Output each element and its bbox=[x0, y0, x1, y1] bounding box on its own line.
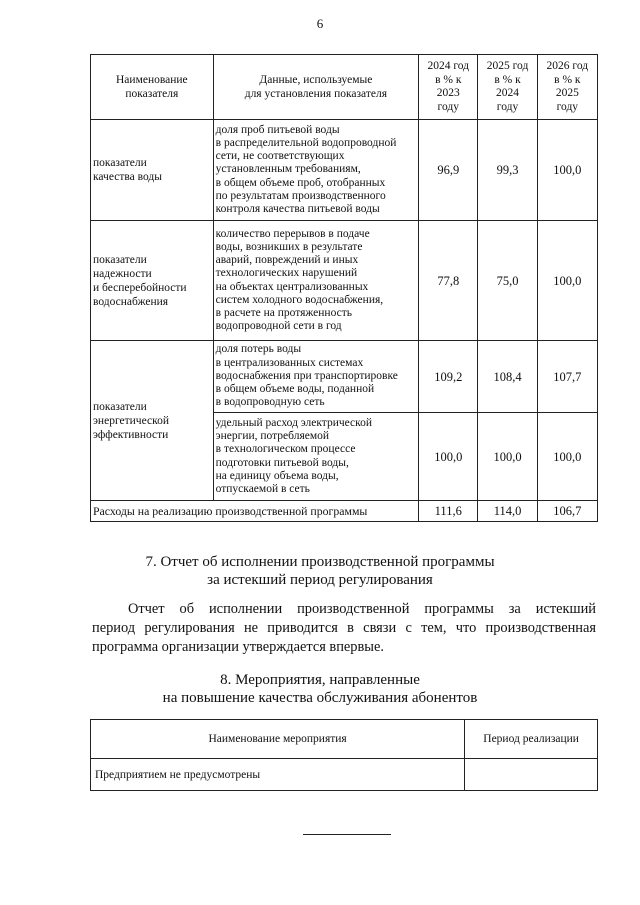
text-line: эффективности bbox=[93, 428, 169, 441]
value-2025: 99,3 bbox=[478, 120, 537, 221]
text-line: Данные, используемые bbox=[259, 74, 373, 86]
total-label: Расходы на реализацию производственной программы bbox=[91, 501, 419, 522]
text-line: в общем объеме проб, отобранных bbox=[215, 176, 386, 189]
text-line: году bbox=[496, 100, 519, 113]
text-line: показатели bbox=[93, 400, 147, 413]
table-row bbox=[91, 120, 598, 221]
paragraph-line: период регулирования не приводится в связи с тем, что производственная bbox=[92, 620, 596, 636]
indicator-description bbox=[213, 221, 418, 341]
section-8-title-line-2: на повышение качества обслуживания абонентов bbox=[162, 690, 478, 706]
event-period bbox=[465, 759, 598, 791]
section-7-paragraph bbox=[92, 600, 596, 657]
text-line: 2025 bbox=[555, 87, 579, 99]
table-header-row bbox=[91, 55, 598, 120]
value-2026: 100,0 bbox=[537, 221, 597, 341]
events-header-row bbox=[91, 720, 598, 759]
text-line: в централизованных системах bbox=[215, 356, 364, 369]
indicator-description bbox=[213, 341, 418, 413]
total-2025: 114,0 bbox=[478, 501, 537, 522]
text-line: доля проб питьевой воды bbox=[215, 123, 340, 136]
value-2024: 77,8 bbox=[419, 221, 478, 341]
indicators-table bbox=[90, 54, 598, 522]
text-line: 2023 bbox=[436, 87, 460, 99]
value-2024: 100,0 bbox=[419, 413, 478, 501]
text-line: показателя bbox=[125, 88, 179, 100]
header-2024 bbox=[419, 55, 478, 120]
value-2025: 75,0 bbox=[478, 221, 537, 341]
text-line: в водопроводную сеть bbox=[215, 396, 325, 409]
text-line: и бесперебойности bbox=[93, 281, 187, 294]
value-2024: 109,2 bbox=[419, 341, 478, 413]
indicator-group-water-quality bbox=[91, 120, 214, 221]
section-7-title bbox=[0, 553, 640, 589]
header-2025 bbox=[478, 55, 537, 120]
total-2024: 111,6 bbox=[419, 501, 478, 522]
total-2026: 106,7 bbox=[537, 501, 597, 522]
text-line: систем холодного водоснабжения, bbox=[215, 293, 384, 306]
text-line: технологических нарушений bbox=[215, 267, 358, 280]
section-7-title-line-1: 7. Отчет об исполнении производственной программы bbox=[145, 554, 495, 570]
text-line: 2024 bbox=[496, 87, 520, 99]
indicator-group-energy-efficiency bbox=[91, 341, 214, 501]
section-8-title bbox=[0, 671, 640, 707]
text-line: водоснабжения при транспортировке bbox=[215, 369, 398, 382]
indicator-description bbox=[213, 120, 418, 221]
events-table bbox=[90, 719, 598, 791]
header-indicator-name bbox=[91, 55, 214, 120]
header-period: Период реализации bbox=[465, 720, 598, 759]
text-line: в % к bbox=[554, 73, 581, 86]
text-line: в технологическом процессе bbox=[215, 443, 356, 456]
text-line: в % к bbox=[494, 73, 521, 86]
value-2024: 96,9 bbox=[419, 120, 478, 221]
text-line: в % к bbox=[435, 73, 462, 86]
text-line: качества воды bbox=[93, 171, 162, 183]
text-line: удельный расход электрической bbox=[215, 416, 373, 429]
text-line: для установления показателя bbox=[244, 88, 388, 100]
header-event-name: Наименование мероприятия bbox=[91, 720, 465, 759]
text-line: количество перерывов в подаче bbox=[215, 227, 370, 240]
paragraph-line: Отчет об исполнении производственной программы за истекший bbox=[128, 601, 596, 617]
text-line: энергетической bbox=[93, 414, 169, 427]
text-line: водопроводной сети в год bbox=[215, 320, 342, 333]
table-row bbox=[91, 221, 598, 341]
text-line: на единицу объема воды, bbox=[215, 469, 339, 482]
text-line: 2026 год bbox=[546, 60, 589, 72]
text-line: по результатам производственного bbox=[215, 189, 386, 202]
text-line: сети, не соответствующих bbox=[215, 150, 345, 163]
footer-divider bbox=[303, 834, 391, 835]
value-2026: 107,7 bbox=[537, 341, 597, 413]
section-7-title-line-2: за истекший период регулирования bbox=[207, 572, 433, 588]
text-line: установленным требованиям, bbox=[215, 163, 361, 176]
paragraph-line: программа организации утверждается впервые. bbox=[92, 639, 384, 655]
text-line: Наименование bbox=[116, 74, 188, 86]
text-line: 2025 год bbox=[486, 60, 529, 72]
text-line: надежности bbox=[93, 267, 152, 280]
text-line: в общем объеме воды, поданной bbox=[215, 383, 375, 396]
text-line: показатели bbox=[93, 253, 147, 266]
text-line: подготовки питьевой воды, bbox=[215, 456, 349, 469]
text-line: в распределительной водопроводной bbox=[215, 136, 397, 149]
text-line: 2024 год bbox=[427, 60, 470, 72]
table-total-row bbox=[91, 501, 598, 522]
text-line: на объектах централизованных bbox=[215, 280, 369, 293]
text-line: контроля качества питьевой воды bbox=[215, 203, 380, 215]
table-row bbox=[91, 759, 598, 791]
page-number: 6 bbox=[316, 16, 324, 31]
text-line: отпускаемой в сеть bbox=[215, 482, 310, 495]
value-2025: 100,0 bbox=[478, 413, 537, 501]
text-line: году bbox=[556, 100, 579, 113]
text-line: водоснабжения bbox=[93, 295, 169, 308]
header-indicator-data bbox=[213, 55, 418, 120]
text-line: году bbox=[437, 100, 459, 113]
text-line: аварий, повреждений и иных bbox=[215, 254, 359, 267]
table-row bbox=[91, 341, 598, 413]
indicator-group-reliability bbox=[91, 221, 214, 341]
text-line: энергии, потребляемой bbox=[215, 430, 330, 443]
value-2025: 108,4 bbox=[478, 341, 537, 413]
text-line: доля потерь воды bbox=[215, 343, 302, 356]
indicator-description bbox=[213, 413, 418, 501]
text-line: воды, возникших в результате bbox=[215, 240, 363, 253]
section-8-title-line-1: 8. Мероприятия, направленные bbox=[220, 672, 420, 688]
value-2026: 100,0 bbox=[537, 120, 597, 221]
header-2026 bbox=[537, 55, 597, 120]
text-line: в расчете на протяженность bbox=[215, 306, 352, 319]
text-line: показатели bbox=[93, 157, 147, 169]
value-2026: 100,0 bbox=[537, 413, 597, 501]
event-name: Предприятием не предусмотрены bbox=[91, 759, 465, 791]
